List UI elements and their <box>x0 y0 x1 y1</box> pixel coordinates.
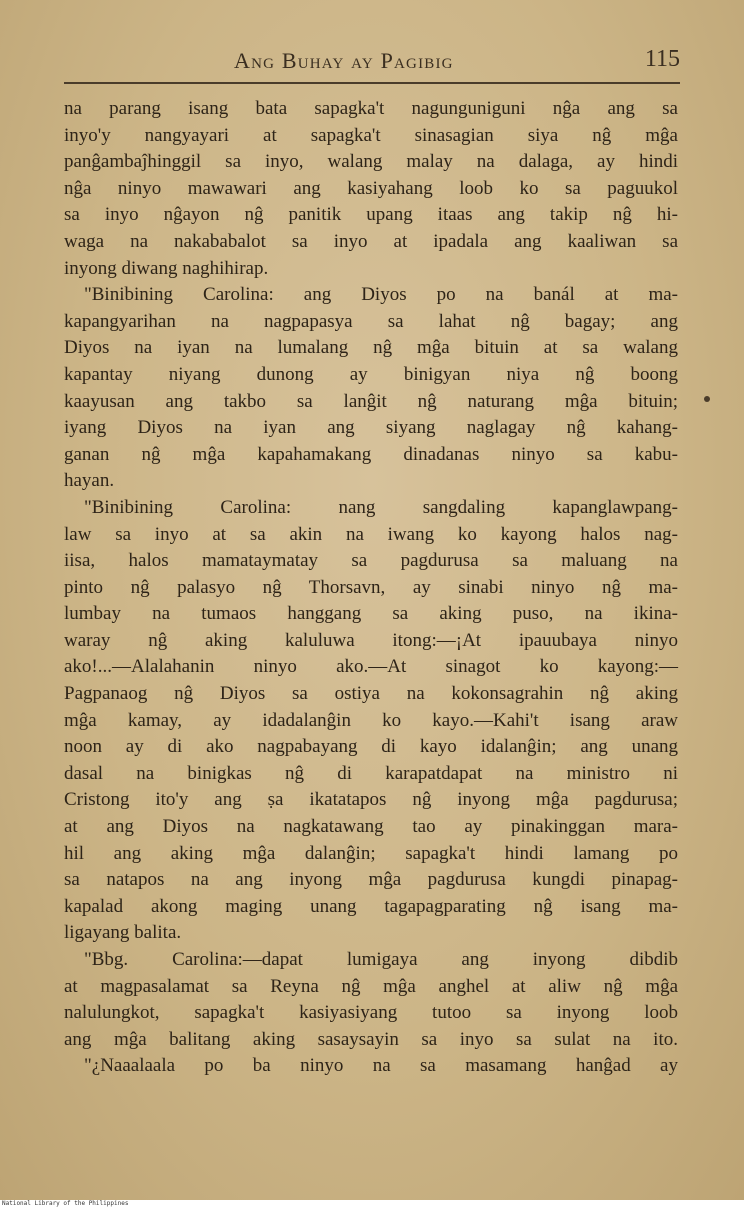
text-line: noon ay di ako nagpabayang di kayo idalanĝin; ang unang <box>64 736 678 758</box>
text-line: law sa inyo at sa akin na iwang ko kayong halos nag- <box>64 523 678 545</box>
text-line: Pagpanaog nĝ Diyos sa ostiya na kokonsagrahin nĝ aking <box>64 683 678 705</box>
text-line: kapantay niyang dunong ay binigyan niya nĝ boong <box>64 363 678 385</box>
page-header <box>64 40 680 80</box>
paper-speck <box>704 396 710 402</box>
text-line: hayan. <box>64 470 115 492</box>
text-line: sa natapos na ang inyong mĝa pagdurusa kungdi pinapag- <box>64 869 678 891</box>
text-line: iyang Diyos na iyan ang siyang naglagay nĝ kahang- <box>64 417 678 439</box>
text-line: waray nĝ aking kaluluwa itong:—¡At ipauubaya ninyo <box>64 629 678 651</box>
text-line: iisa, halos mamataymatay sa pagdurusa sa maluang na <box>64 550 678 572</box>
text-line: kapangyarihan na nagpapasya sa lahat nĝ bagay; ang <box>64 310 678 332</box>
text-line: ang mĝa balitang aking sasaysayin sa inyo sa sulat na ito. <box>64 1028 678 1050</box>
text-line: "Bbg. Carolina:—dapat lumigaya ang inyong dibdib <box>84 949 678 970</box>
text-line: dasal na binigkas nĝ di karapatdapat na ministro ni <box>64 762 678 784</box>
text-line: "Binibining Carolina: nang sangdaling kapanglawpang- <box>84 496 678 518</box>
text-line: Cristong ito'y ang ṣa ikatatapos nĝ inyong mĝa pagdurusa; <box>64 789 678 811</box>
library-credit: National Library of the Philippines <box>2 1200 129 1207</box>
text-line: "¿Naaalaala po ba ninyo na sa masamang hanĝad ay <box>84 1055 678 1077</box>
text-line: lumbay na tumaos hanggang sa aking puso, na ikina- <box>64 603 678 625</box>
text-line: mĝa kamay, ay idadalanĝin ko kayo.—Kahi't isang araw <box>64 709 678 731</box>
text-line: pinto nĝ palasyo nĝ Thorsavn, ay sinabi ninyo nĝ ma- <box>64 576 678 598</box>
text-line: at magpasalamat sa Reyna nĝ mĝa anghel at aliw nĝ mĝa <box>64 975 678 997</box>
body-text <box>64 96 678 1080</box>
text-line: Diyos na iyan na lumalang nĝ mĝa bituin at sa walang <box>64 337 678 359</box>
page-number: 115 <box>644 46 680 72</box>
text-line: inyong diwang naghihirap. <box>64 257 269 279</box>
header-rule <box>64 82 680 84</box>
text-line: ako!...—Alalahanin ninyo ako.—At sinagot ko kayong:— <box>64 656 678 678</box>
text-line: sa inyo nĝayon nĝ panitik upang itaas ang takip nĝ hi- <box>64 204 678 226</box>
text-line: waga na nakababalot sa inyo at ipadala ang kaaliwan sa <box>64 230 678 252</box>
text-line: ligayang balita. <box>64 922 182 944</box>
text-line: ganan nĝ mĝa kapahamakang dinadanas ninyo sa kabu- <box>64 443 678 465</box>
text-line: kapalad akong maging unang tagapagparating nĝ isang ma- <box>64 895 678 917</box>
running-head: Ang Buhay ay Pagibig <box>234 48 454 73</box>
text-line: "Binibining Carolina: ang Diyos po na banál at ma- <box>84 284 678 306</box>
text-line: at ang Diyos na nagkatawang tao ay pinakinggan mara- <box>64 816 678 838</box>
text-line: inyo'y nangyayari at sapagka't sinasagian siya nĝ mĝa <box>64 124 678 146</box>
text-line: nĝa ninyo mawawari ang kasiyahang loob ko sa paguukol <box>64 177 678 199</box>
text-line: panĝambaĵhinggil sa inyo, walang malay na dalaga, ay hindi <box>64 151 678 173</box>
text-line: kaayusan ang takbo sa lanĝit nĝ naturang mĝa bituin; <box>64 390 678 412</box>
text-line: na parang isang bata sapagka't nagunguniguni nĝa ang sa <box>64 98 678 119</box>
text-line: hil ang aking mĝa dalanĝin; sapagka't hindi lamang po <box>64 842 678 864</box>
text-line: nalulungkot, sapagka't kasiyasiyang tutoo sa inyong loob <box>64 1002 678 1024</box>
